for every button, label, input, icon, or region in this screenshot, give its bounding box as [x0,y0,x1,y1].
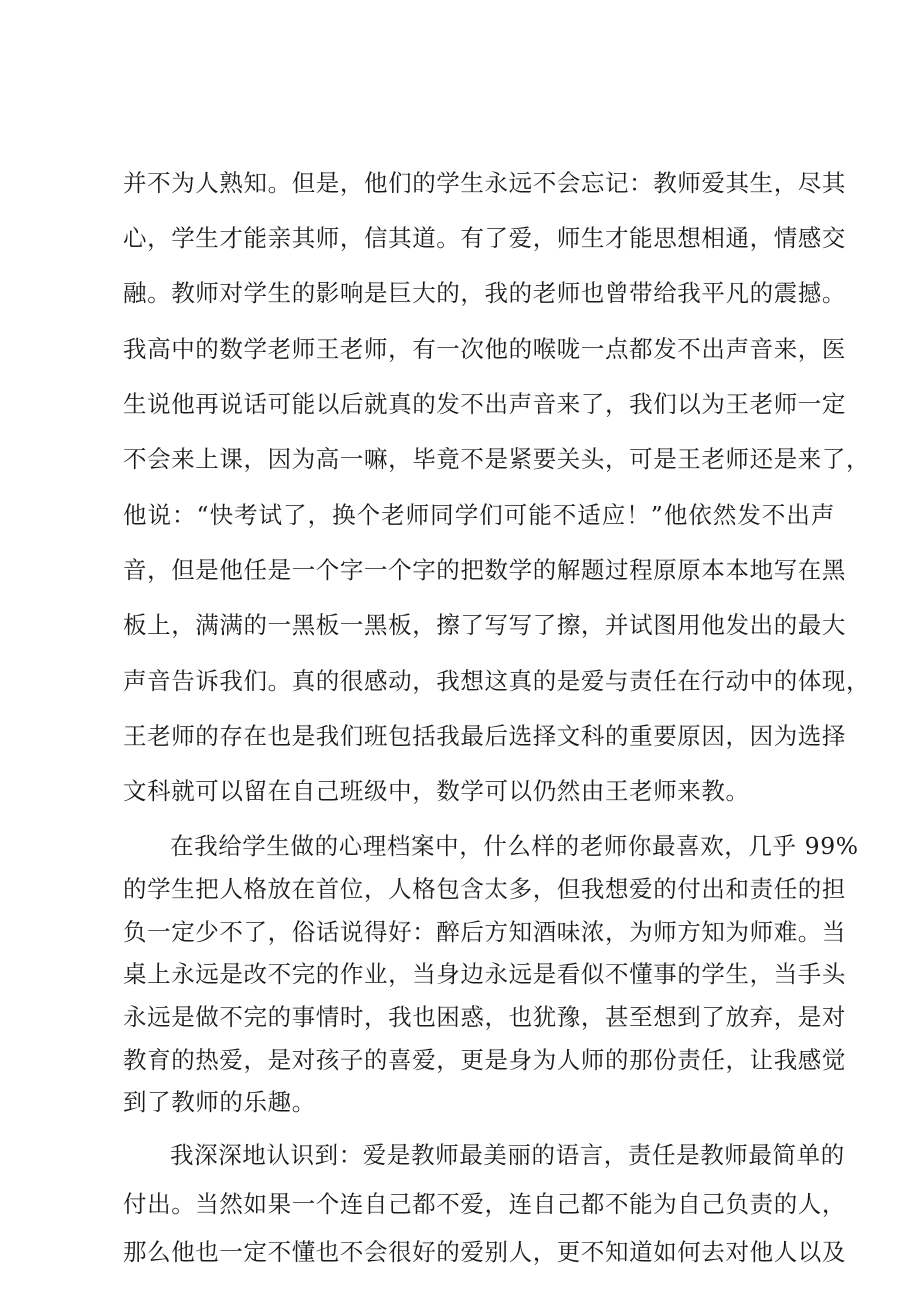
text-line: 我高中的数学老师王老师，有一次他的喉咙一点都发不出声音来，医 [123,335,846,363]
text-line: 并不为人熟知。但是，他们的学生永远不会忘记：教师爱其生，尽其 [123,169,846,197]
text-line: 生说他再说话可能以后就真的发不出声音来了，我们以为王老师一定 [123,390,846,418]
text-line: 心，学生才能亲其师，信其道。有了爱，师生才能思想相通，情感交 [123,224,846,252]
text-line: 在我给学生做的心理档案中，什么样的老师你最喜欢，几乎 99% [170,832,859,860]
text-line: 永远是做不完的事情时，我也困惑，也犹豫，甚至想到了放弃，是对 [123,1003,846,1031]
text-line: 教育的热爱，是对孩子的喜爱，更是身为人师的那份责任，让我感觉 [123,1046,846,1074]
text-line: 不会来上课，因为高一嘛，毕竟不是紧要关头，可是王老师还是来了， [123,445,871,473]
text-line: 桌上永远是改不完的作业，当身边永远是看似不懂事的学生，当手头 [123,960,846,988]
text-line: 的学生把人格放在首位，人格包含太多，但我想爱的付出和责任的担 [123,875,846,903]
text-line: 文科就可以留在自己班级中，数学可以仍然由王老师来教。 [123,777,750,805]
text-line: 到了教师的乐趣。 [123,1088,316,1116]
text-line: 王老师的存在也是我们班包括我最后选择文科的重要原因，因为选择 [123,722,846,750]
text-line: 板上，满满的一黑板一黑板，擦了写写了擦，并试图用他发出的最大 [123,611,846,639]
text-line: 我深深地认识到：爱是教师最美丽的语言，责任是教师最简单的 [170,1141,845,1169]
text-line: 负一定少不了，俗话说得好：醉后方知酒味浓，为师方知为师难。当 [123,918,846,946]
text-line: 音，但是他任是一个字一个字的把数学的解题过程原原本本地写在黑 [123,556,846,584]
text-line: 声音告诉我们。真的很感动，我想这真的是爱与责任在行动中的体现， [123,667,871,695]
text-line: 融。教师对学生的影响是巨大的，我的老师也曾带给我平凡的震撼。 [123,279,846,307]
text-line: 付出。当然如果一个连自己都不爱，连自己都不能为自己负责的人， [123,1190,846,1218]
text-line: 那么他也一定不懂也不会很好的爱别人，更不知道如何去对他人以及 [123,1238,846,1266]
text-line: 他说：“快考试了，换个老师同学们可能不适应！”他依然发不出声 [123,501,835,529]
